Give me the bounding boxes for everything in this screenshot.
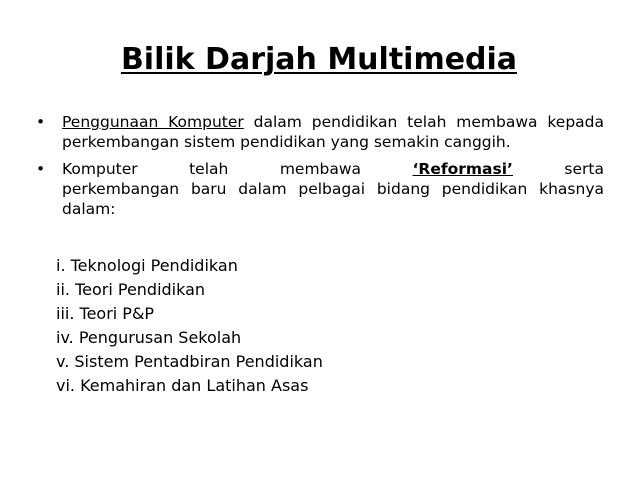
bullet-item-1 [36, 112, 604, 152]
bullet-dot-icon: • [36, 160, 46, 178]
bullet-2-rest: perkembangan baru dalam pelbagai bidang pendidikan khasnya dalam: [62, 180, 604, 218]
bullet-2-first-line [62, 159, 604, 179]
slide-title [0, 40, 638, 80]
bullet-1-text: dalam pendidikan telah membawa kepada perkembangan sistem pendidikan yang semakin canggih. [62, 113, 604, 151]
sublist-item: iii. Teori P&P [56, 304, 155, 323]
bullet-1-emphasis: Penggunaan Komputer [62, 113, 244, 131]
sublist-item: v. Sistem Pentadbiran Pendidikan [56, 352, 323, 371]
bullet-item-2 [36, 159, 604, 219]
sublist-item: ii. Teori Pendidikan [56, 280, 206, 299]
bullet-2-word-3: membawa [279, 160, 362, 178]
bullet-2-emphasis: ‘Reformasi’ [412, 160, 513, 178]
bullet-2-word-1: Komputer [62, 160, 138, 178]
bullet-2-word-2: telah [189, 160, 229, 178]
sublist-item: i. Teknologi Pendidikan [56, 256, 238, 275]
bullet-list [36, 112, 604, 226]
slide-title-text: Bilik Darjah Multimedia [120, 42, 518, 77]
bullet-dot-icon: • [36, 113, 46, 131]
sublist-item: vi. Kemahiran dan Latihan Asas [56, 376, 309, 395]
numbered-sublist [56, 254, 323, 398]
sublist-item: iv. Pengurusan Sekolah [56, 328, 242, 347]
bullet-2-word-4: serta [564, 160, 604, 178]
